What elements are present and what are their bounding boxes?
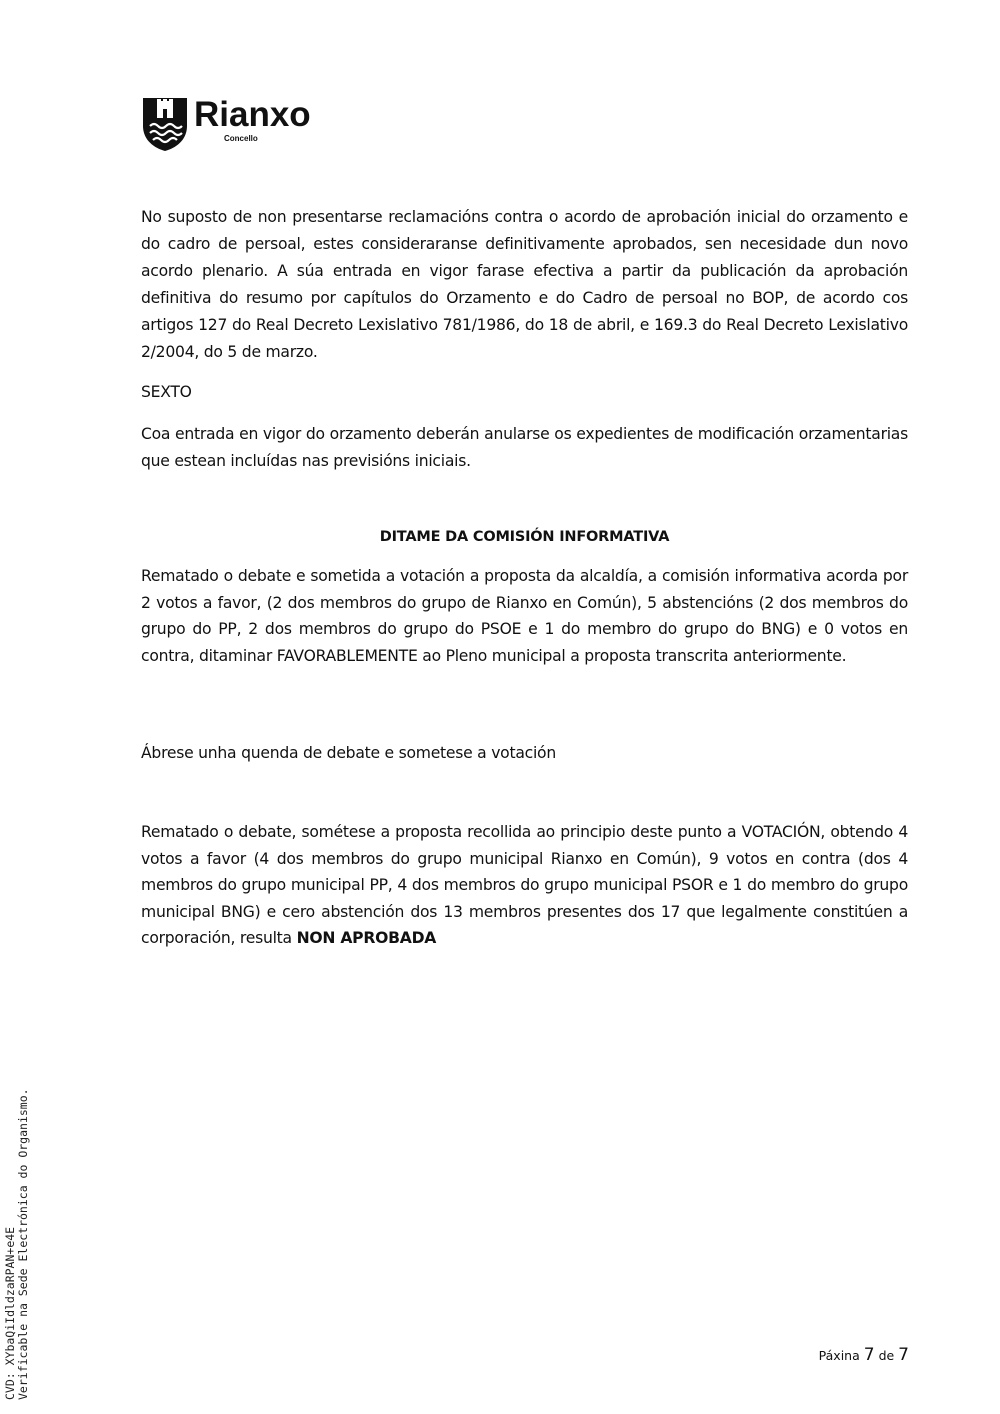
page-total: 7 bbox=[898, 1345, 909, 1365]
debate-line: Ábrese unha quenda de debate e sometese a votación bbox=[141, 744, 556, 762]
heading-ditame: DITAME DA COMISIÓN INFORMATIVA bbox=[379, 529, 670, 545]
logo-subtitle: Concello bbox=[224, 134, 258, 143]
page-current: 7 bbox=[863, 1345, 875, 1365]
verification-stamp bbox=[4, 1088, 30, 1400]
page-label: Páxina bbox=[818, 1348, 860, 1363]
plenary-vote-text: Rematado o debate, sométese a proposta recollida ao principio deste punto a VOTACIÓN, obtendo 4 votos a favor (4 dos membros do grupo municipal Rianxo en Común), 9 votos en contra (dos 4 membros do grupo municipal PP, 4 dos membros do grupo municipal PSOR e 1 do membro do grupo municipal BNG) e cero abstención dos 13 membros presentes dos 17 que legalmente constitúen a corporación, resulta bbox=[141, 823, 908, 947]
cvd-code: CVD: XYbaQiIdldzaRPAN+e4E bbox=[3, 1226, 17, 1400]
verification-note: Verificable na Sede Electrónica do Organismo. bbox=[16, 1088, 30, 1400]
paragraph-plenary-vote bbox=[141, 819, 908, 952]
section-label-sexto: SEXTO bbox=[141, 383, 192, 401]
logo-name: Rianxo bbox=[194, 96, 311, 134]
vote-result: NON APROBADA bbox=[296, 929, 437, 947]
paragraph-approval-conditions: No suposto de non presentarse reclamacións contra o acordo de aprobación inicial do orzamento e do cadro de persoal, estes consideraranse definitivamente aprobados, sen necesidade dun novo acordo plenario. A súa entrada en vigor farase efectiva a partir da publicación da aprobación definitiva do resumo por capítulos do Orzamento e do Cadro de persoal no BOP, de acordo cos artigos 127 do Real Decreto Lexislativo 781/1986, do 18 de abril, e 169.3 do Real Decreto Lexislativo 2/2004, do 5 de marzo. bbox=[141, 208, 908, 361]
paragraph-commission-vote: Rematado o debate e sometida a votación a proposta da alcaldía, a comisión informativa acorda por 2 votos a favor, (2 dos membros do grupo de Rianxo en Común), 5 abstencións (2 dos membros do grupo do PP, 2 dos membros do grupo do PSOE e 1 do membro do grupo do BNG) e 0 votos en contra, ditaminar FAVORABLEMENTE ao Pleno municipal a proposta transcrita anteriormente. bbox=[141, 567, 908, 665]
page-of: de bbox=[878, 1348, 895, 1363]
rianxo-coat-of-arms-icon bbox=[143, 98, 187, 151]
paragraph-modification-files: Coa entrada en vigor do orzamento deberán anularse os expedientes de modificación orzamentarias que estean incluídas nas previsións iniciais. bbox=[141, 425, 908, 470]
rianxo-logo bbox=[142, 96, 352, 152]
page-number bbox=[819, 1345, 909, 1365]
